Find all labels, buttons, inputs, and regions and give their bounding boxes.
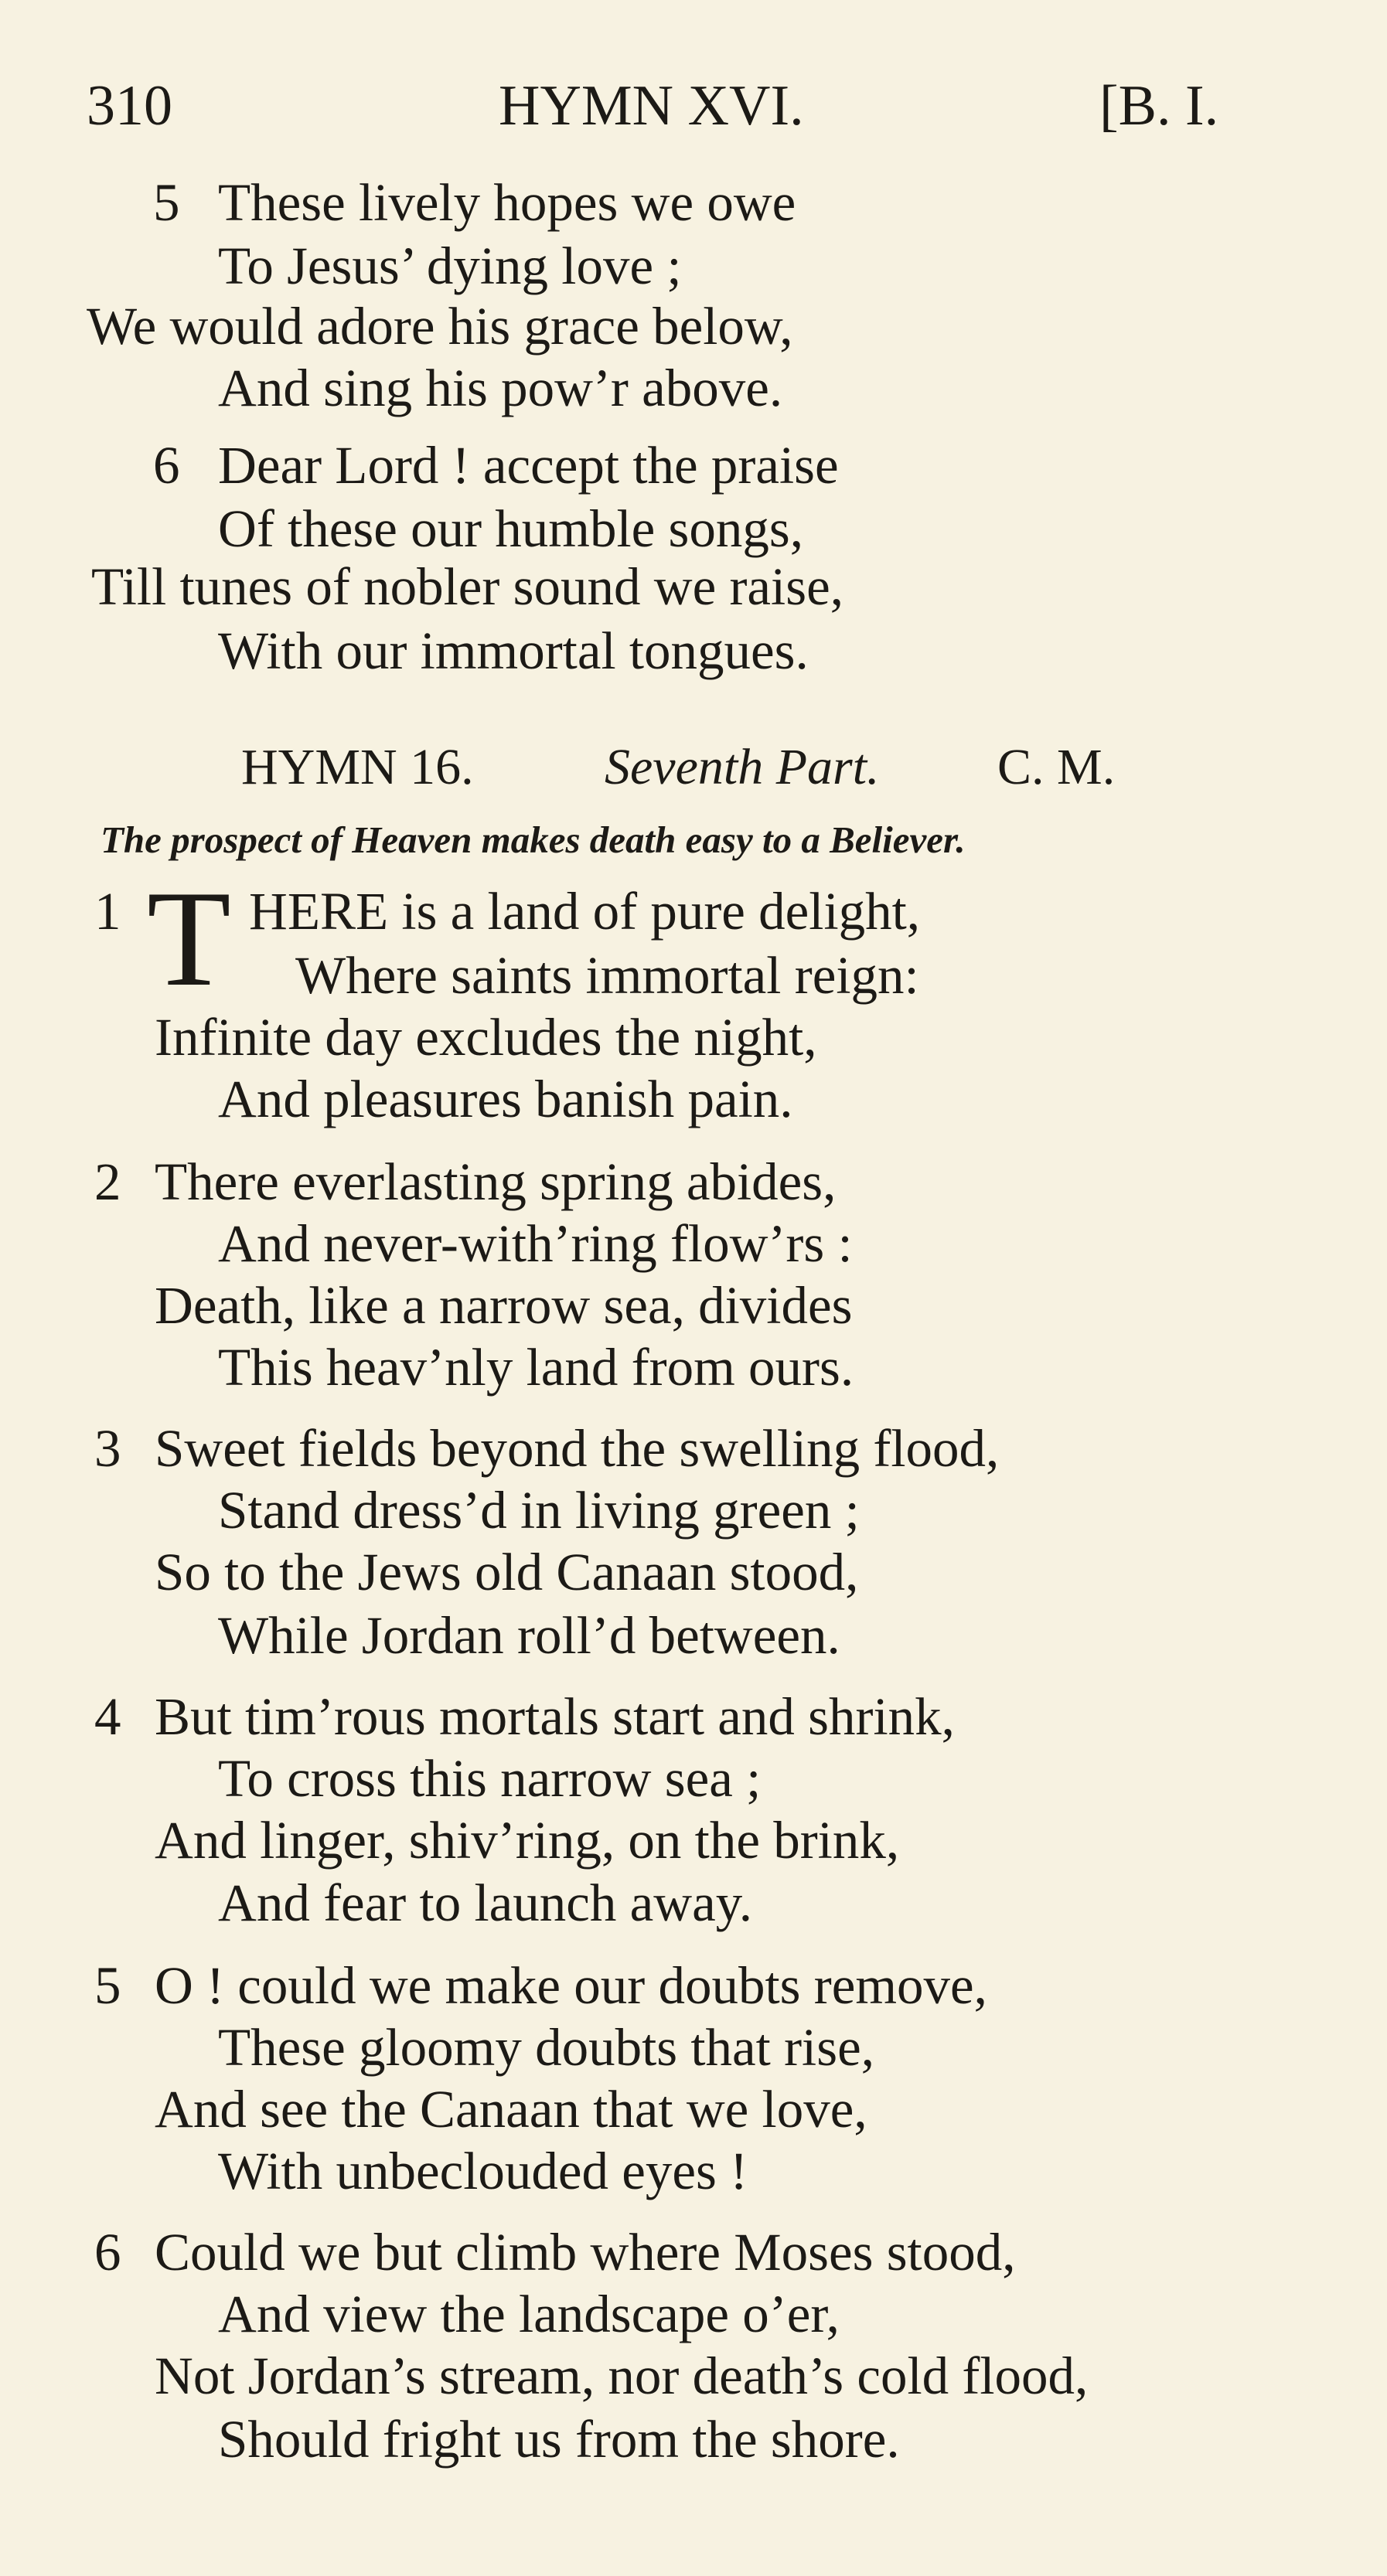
verse-line: We would adore his grace below, <box>87 297 793 356</box>
page-number: 310 <box>87 74 172 138</box>
prev-stanza-number: 5 <box>153 173 180 232</box>
verse-line: While Jordan roll’d between. <box>218 1606 840 1665</box>
running-title: HYMN XVI. <box>499 74 804 138</box>
verse-line: And view the landscape o’er, <box>218 2285 840 2343</box>
verse-line: Stand dress’d in living green ; <box>218 1481 860 1540</box>
verse-line: These lively hopes we owe <box>218 173 796 232</box>
verse-line: Of these our humble songs, <box>218 499 803 558</box>
stanza-number: 4 <box>94 1687 121 1746</box>
verse-line: To Jesus’ dying love ; <box>218 237 682 295</box>
hymn-subtitle: The prospect of Heaven makes death easy to a Believer. <box>101 818 966 861</box>
book-reference: [B. I. <box>1099 74 1219 138</box>
verse-line: Till tunes of nobler sound we raise, <box>91 557 843 616</box>
verse-line: HERE is a land of pure delight, <box>249 882 921 941</box>
verse-line: Infinite day excludes the night, <box>155 1008 817 1067</box>
verse-line: And see the Canaan that we love, <box>155 2080 867 2139</box>
hymn-part: Seventh Part. <box>605 739 880 795</box>
verse-line: Death, like a narrow sea, divides <box>155 1276 853 1335</box>
verse-line: There everlasting spring abides, <box>155 1152 837 1211</box>
verse-line: O ! could we make our doubts remove, <box>155 1956 987 2015</box>
stanza-number: 2 <box>94 1152 121 1211</box>
verse-line: Dear Lord ! accept the praise <box>218 436 839 495</box>
verse-line: Sweet fields beyond the swelling flood, <box>155 1419 1000 1478</box>
verse-line: This heav’nly land from ours. <box>218 1338 854 1397</box>
verse-line: And fear to launch away. <box>218 1873 752 1932</box>
verse-line: And never-with’ring flow’rs : <box>218 1214 853 1273</box>
hymn-title: HYMN 16. <box>241 739 474 795</box>
verse-line: To cross this narrow sea ; <box>218 1749 762 1808</box>
verse-line: Not Jordan’s stream, nor death’s cold flood, <box>155 2346 1089 2405</box>
prev-stanza-number: 6 <box>153 436 180 495</box>
verse-line: And sing his pow’r above. <box>218 359 783 417</box>
verse-line: So to the Jews old Canaan stood, <box>155 1543 859 1601</box>
verse-line: But tim’rous mortals start and shrink, <box>155 1687 955 1746</box>
verse-line: Where saints immortal reign: <box>295 946 919 1005</box>
stanza-number: 1 <box>94 882 121 941</box>
verse-line: These gloomy doubts that rise, <box>218 2018 874 2077</box>
hymn-meter: C. M. <box>997 739 1116 795</box>
drop-cap: T <box>147 862 231 1015</box>
stanza-number: 6 <box>94 2223 121 2282</box>
verse-line: With unbeclouded eyes ! <box>218 2142 748 2200</box>
verse-line: Should fright us from the shore. <box>218 2410 900 2469</box>
verse-line: And pleasures banish pain. <box>218 1070 793 1128</box>
stanza-number: 3 <box>94 1419 121 1478</box>
stanza-number: 5 <box>94 1956 121 2015</box>
verse-line: And linger, shiv’ring, on the brink, <box>155 1811 900 1870</box>
verse-line: Could we but climb where Moses stood, <box>155 2223 1016 2282</box>
verse-line: With our immortal tongues. <box>218 621 809 680</box>
